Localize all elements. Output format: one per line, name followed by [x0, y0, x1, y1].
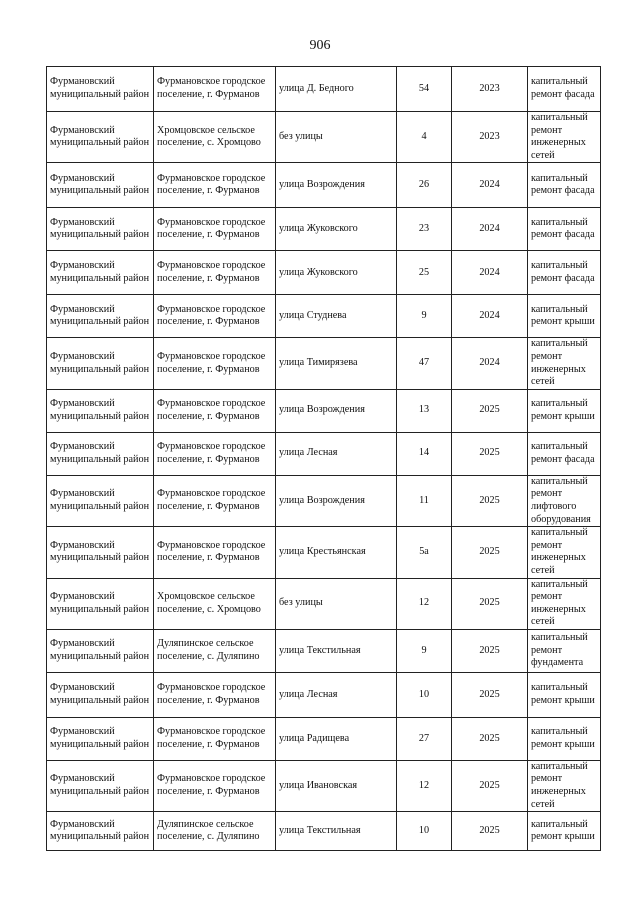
year-cell: 2025	[452, 717, 528, 760]
street-cell: улица Текстильная	[276, 812, 397, 851]
year-cell: 2025	[452, 527, 528, 578]
settlement-cell: Фурмановское городское поселение, г. Фурманов	[154, 432, 276, 475]
street-cell: улица Возрождения	[276, 475, 397, 526]
house-number-cell: 14	[397, 432, 452, 475]
house-number-cell: 5а	[397, 527, 452, 578]
year-cell: 2025	[452, 578, 528, 629]
street-cell: улица Ивановская	[276, 760, 397, 811]
district-cell: Фурмановский муниципальный район	[47, 629, 154, 672]
district-cell: Фурмановский муниципальный район	[47, 208, 154, 251]
work-type-cell: капитальный ремонт крыши	[528, 812, 601, 851]
settlement-cell: Фурмановское городское поселение, г. Фурманов	[154, 338, 276, 389]
district-cell: Фурмановский муниципальный район	[47, 163, 154, 208]
district-cell: Фурмановский муниципальный район	[47, 812, 154, 851]
street-cell: улица Лесная	[276, 672, 397, 717]
house-number-cell: 12	[397, 578, 452, 629]
table-row	[47, 812, 601, 851]
settlement-cell: Фурмановское городское поселение, г. Фурманов	[154, 67, 276, 112]
district-cell: Фурмановский муниципальный район	[47, 432, 154, 475]
table-row	[47, 475, 601, 526]
table-row	[47, 295, 601, 338]
house-number-cell: 4	[397, 112, 452, 163]
settlement-cell: Фурмановское городское поселение, г. Фурманов	[154, 672, 276, 717]
year-cell: 2024	[452, 208, 528, 251]
work-type-cell: капитальный ремонт инженерных сетей	[528, 112, 601, 163]
year-cell: 2025	[452, 475, 528, 526]
work-type-cell: капитальный ремонт инженерных сетей	[528, 578, 601, 629]
settlement-cell: Фурмановское городское поселение, г. Фурманов	[154, 251, 276, 295]
work-type-cell: капитальный ремонт крыши	[528, 295, 601, 338]
settlement-cell: Дуляпинское сельское поселение, с. Дуляпино	[154, 812, 276, 851]
street-cell: без улицы	[276, 578, 397, 629]
year-cell: 2024	[452, 251, 528, 295]
house-number-cell: 47	[397, 338, 452, 389]
table-row	[47, 432, 601, 475]
district-cell: Фурмановский муниципальный район	[47, 67, 154, 112]
year-cell: 2025	[452, 432, 528, 475]
settlement-cell: Хромцовское сельское поселение, с. Хромцово	[154, 578, 276, 629]
settlement-cell: Фурмановское городское поселение, г. Фурманов	[154, 163, 276, 208]
district-cell: Фурмановский муниципальный район	[47, 717, 154, 760]
year-cell: 2024	[452, 338, 528, 389]
table-row	[47, 672, 601, 717]
district-cell: Фурмановский муниципальный район	[47, 672, 154, 717]
house-number-cell: 10	[397, 812, 452, 851]
district-cell: Фурмановский муниципальный район	[47, 295, 154, 338]
street-cell: улица Жуковского	[276, 251, 397, 295]
work-type-cell: капитальный ремонт фасада	[528, 163, 601, 208]
house-number-cell: 9	[397, 629, 452, 672]
work-type-cell: капитальный ремонт фундамента	[528, 629, 601, 672]
settlement-cell: Фурмановское городское поселение, г. Фурманов	[154, 295, 276, 338]
year-cell: 2025	[452, 672, 528, 717]
year-cell: 2024	[452, 163, 528, 208]
work-type-cell: капитальный ремонт фасада	[528, 208, 601, 251]
house-number-cell: 13	[397, 389, 452, 432]
work-type-cell: капитальный ремонт лифтового оборудования	[528, 475, 601, 526]
year-cell: 2025	[452, 760, 528, 811]
street-cell: улица Д. Бедного	[276, 67, 397, 112]
street-cell: улица Текстильная	[276, 629, 397, 672]
table-row	[47, 208, 601, 251]
street-cell: улица Студнева	[276, 295, 397, 338]
year-cell: 2025	[452, 812, 528, 851]
page-number: 906	[309, 38, 331, 53]
house-number-cell: 26	[397, 163, 452, 208]
settlement-cell: Фурмановское городское поселение, г. Фурманов	[154, 760, 276, 811]
district-cell: Фурмановский муниципальный район	[47, 527, 154, 578]
settlement-cell: Дуляпинское сельское поселение, с. Дуляпино	[154, 629, 276, 672]
table-row	[47, 338, 601, 389]
house-number-cell: 25	[397, 251, 452, 295]
street-cell: улица Радищева	[276, 717, 397, 760]
house-number-cell: 54	[397, 67, 452, 112]
work-type-cell: капитальный ремонт фасада	[528, 67, 601, 112]
repair-table	[46, 66, 601, 851]
work-type-cell: капитальный ремонт крыши	[528, 717, 601, 760]
year-cell: 2024	[452, 295, 528, 338]
year-cell: 2025	[452, 389, 528, 432]
settlement-cell: Фурмановское городское поселение, г. Фурманов	[154, 717, 276, 760]
work-type-cell: капитальный ремонт фасада	[528, 432, 601, 475]
work-type-cell: капитальный ремонт крыши	[528, 389, 601, 432]
table-row	[47, 717, 601, 760]
table-row	[47, 578, 601, 629]
district-cell: Фурмановский муниципальный район	[47, 338, 154, 389]
settlement-cell: Фурмановское городское поселение, г. Фурманов	[154, 208, 276, 251]
street-cell: улица Тимирязева	[276, 338, 397, 389]
table-row	[47, 760, 601, 811]
work-type-cell: капитальный ремонт фасада	[528, 251, 601, 295]
work-type-cell: капитальный ремонт инженерных сетей	[528, 760, 601, 811]
street-cell: улица Возрождения	[276, 163, 397, 208]
settlement-cell: Фурмановское городское поселение, г. Фурманов	[154, 389, 276, 432]
street-cell: без улицы	[276, 112, 397, 163]
table-row	[47, 112, 601, 163]
street-cell: улица Лесная	[276, 432, 397, 475]
house-number-cell: 9	[397, 295, 452, 338]
district-cell: Фурмановский муниципальный район	[47, 578, 154, 629]
settlement-cell: Фурмановское городское поселение, г. Фурманов	[154, 475, 276, 526]
table-row	[47, 629, 601, 672]
district-cell: Фурмановский муниципальный район	[47, 760, 154, 811]
house-number-cell: 12	[397, 760, 452, 811]
table-row	[47, 251, 601, 295]
year-cell: 2023	[452, 67, 528, 112]
district-cell: Фурмановский муниципальный район	[47, 475, 154, 526]
table-row	[47, 389, 601, 432]
work-type-cell: капитальный ремонт крыши	[528, 672, 601, 717]
year-cell: 2023	[452, 112, 528, 163]
district-cell: Фурмановский муниципальный район	[47, 251, 154, 295]
district-cell: Фурмановский муниципальный район	[47, 389, 154, 432]
house-number-cell: 27	[397, 717, 452, 760]
work-type-cell: капитальный ремонт инженерных сетей	[528, 527, 601, 578]
settlement-cell: Хромцовское сельское поселение, с. Хромцово	[154, 112, 276, 163]
house-number-cell: 23	[397, 208, 452, 251]
table-row	[47, 163, 601, 208]
house-number-cell: 10	[397, 672, 452, 717]
street-cell: улица Крестьянская	[276, 527, 397, 578]
street-cell: улица Жуковского	[276, 208, 397, 251]
district-cell: Фурмановский муниципальный район	[47, 112, 154, 163]
house-number-cell: 11	[397, 475, 452, 526]
table-row	[47, 67, 601, 112]
settlement-cell: Фурмановское городское поселение, г. Фурманов	[154, 527, 276, 578]
table-row	[47, 527, 601, 578]
work-type-cell: капитальный ремонт инженерных сетей	[528, 338, 601, 389]
street-cell: улица Возрождения	[276, 389, 397, 432]
year-cell: 2025	[452, 629, 528, 672]
